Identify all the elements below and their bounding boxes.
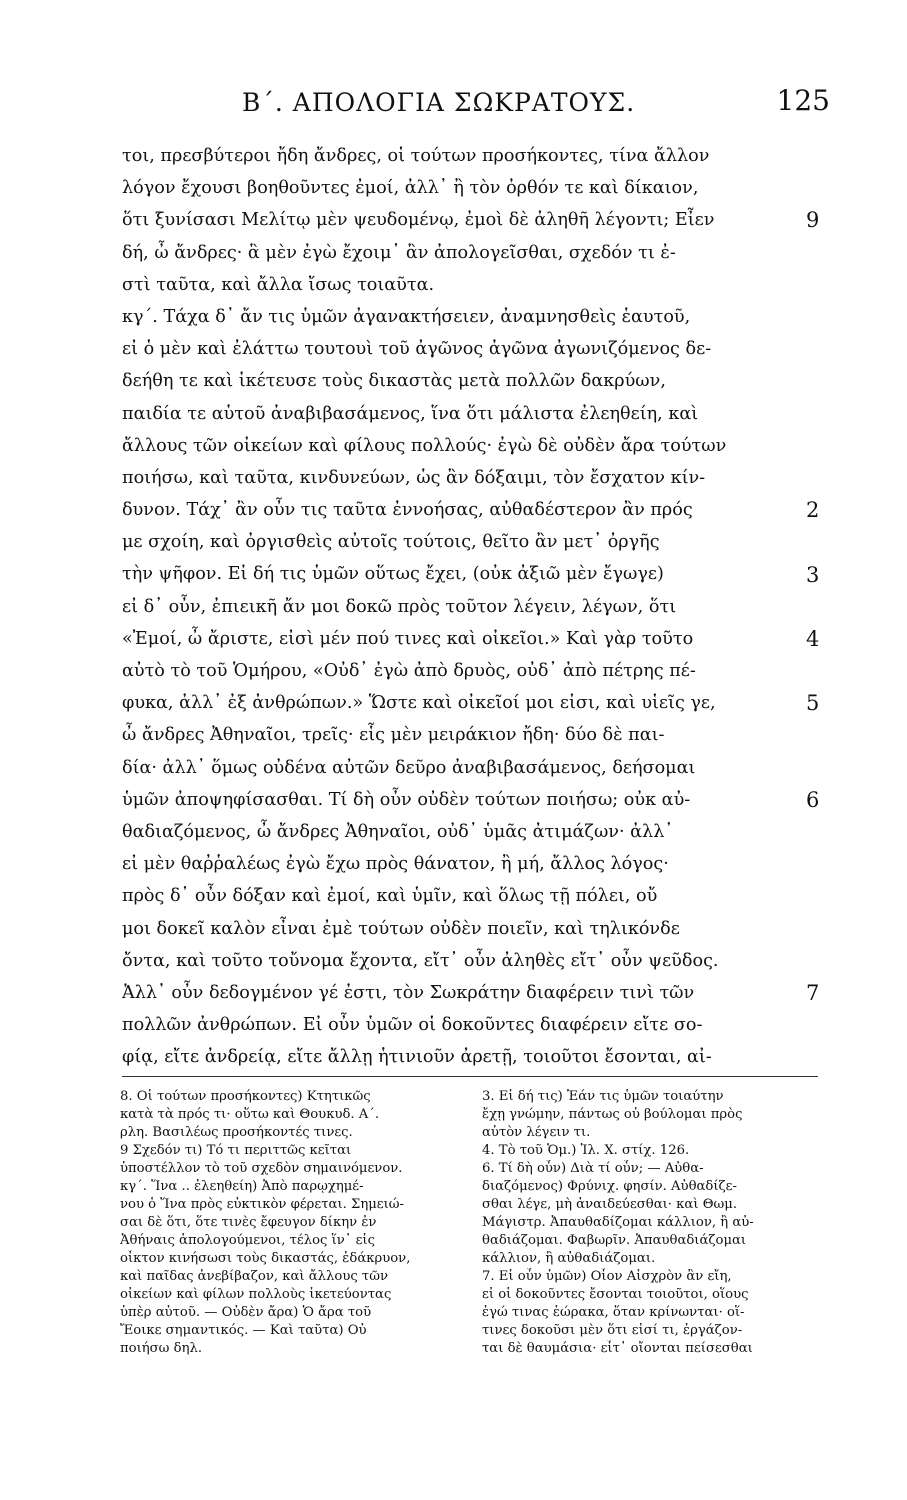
text-line: δή, ὦ ἄνδρες· ἃ μὲν ἐγὼ ἔχοιμ᾽ ἂν ἀπολογεῖσθαι, σχεδόν τι ἐ-: [122, 242, 676, 263]
section-number: 2: [806, 498, 820, 523]
footnote-line: ἔχῃ γνώμην, πάντως οὐ βούλομαι πρὸς: [482, 1107, 743, 1122]
footnote-line: καὶ παῖδας ἀνεβίβαζον, καὶ ἄλλους τῶν: [120, 1269, 388, 1284]
text-line: δεήθη τε καὶ ἱκέτευσε τοὺς δικαστὰς μετὰ πολλῶν δακρύων,: [122, 371, 666, 392]
footnote-line: οἶκτον κινήσωσι τοὺς δικαστάς, ἐδάκρυον,: [120, 1251, 411, 1266]
footnote-line: Ἀθήναις ἀπολογούμενοι, τέλος ἵν᾽ εἰς: [120, 1233, 375, 1248]
footnote-line: αὐτὸν λέγειν τι.: [482, 1125, 591, 1140]
section-number: 7: [806, 981, 820, 1006]
page-header: [122, 84, 834, 128]
main-text: [122, 140, 800, 1073]
text-line: τοι, πρεσβύτεροι ἤδη ἄνδρες, οἱ τούτων προσήκοντες, τίνα ἄλλον: [122, 146, 710, 166]
running-head: Β΄. ΑΠΟΛΟΓΙΑ ΣΩΚΡΑΤΟΥΣ.: [242, 88, 636, 117]
text-line: ἄλλους τῶν οἰκείων καὶ φίλους πολλούς· ἐγὼ δὲ οὐδὲν ἄρα τούτων: [122, 435, 727, 456]
text-line: στὶ ταῦτα, καὶ ἄλλα ἴσως τοιαῦτα.: [122, 274, 435, 295]
footnote-line: 4. Τὸ τοῦ Ὁμ.) Ἰλ. Χ. στίχ. 126.: [482, 1143, 690, 1158]
text-line: εἰ μὲν θαῤῥαλέως ἐγὼ ἔχω πρὸς θάνατον, ἢ μή, ἄλλος λόγος·: [122, 854, 669, 875]
text-line: ὑμῶν ἀποψηφίσασθαι. Τί δὴ οὖν οὐδὲν τούτων ποιήσω; οὐκ αὐ-: [122, 789, 691, 810]
footnote-line: οἰκείων καὶ φίλων πολλοὺς ἱκετεύοντας: [120, 1287, 392, 1302]
section-number: 4: [806, 627, 820, 651]
text-line: ὄντα, καὶ τοῦτο τοὔνομα ἔχοντα, εἴτ᾽ οὖν ἀληθὲς εἴτ᾽ οὖν ψεῦδος.: [122, 950, 719, 971]
text-line: πολλῶν ἀνθρώπων. Εἰ οὖν ὑμῶν οἱ δοκοῦντες διαφέρειν εἴτε σο-: [122, 1015, 703, 1036]
text-line: με σχοίη, καὶ ὀργισθεὶς αὐτοῖς τούτοις, θεῖτο ἂν μετ᾽ ὀργῆς: [122, 532, 660, 553]
footnote-line: νου ὁ Ἵνα πρὸς εὐκτικὸν φέρεται. Σημειώ-: [120, 1197, 405, 1212]
footnote-line: σθαι λέγε, μὴ ἀναιδεύεσθαι· καὶ Θωμ.: [482, 1197, 738, 1212]
text-line: εἰ ὁ μὲν καὶ ἐλάττω τουτουὶ τοῦ ἀγῶνος ἀγῶνα ἀγωνιζόμενος δε-: [122, 339, 712, 360]
text-line: τὴν ψῆφον. Εἰ δή τις ὑμῶν οὕτως ἔχει, (οὐκ ἀξιῶ μὲν ἔγωγε): [122, 564, 664, 585]
text-line: λόγον ἔχουσι βοηθοῦντες ἐμοί, ἀλλ᾽ ἢ τὸν ὀρθόν τε καὶ δίκαιον,: [122, 178, 699, 199]
text-line: δία· ἀλλ᾽ ὅμως οὐδένα αὐτῶν δεῦρο ἀναβιβασάμενος, δεήσομαι: [122, 757, 696, 778]
footnote-rule: [122, 1076, 818, 1077]
footnote-line: σαι δὲ ὅτι, ὅτε τινὲς ἔφευγον δίκην ἐν: [120, 1215, 377, 1230]
footnotes-right-column: [482, 1088, 817, 1358]
footnote-line: ποιήσω δηλ.: [120, 1341, 203, 1356]
footnote-line: Μάγιστρ. Ἀπαυθαδίζομαι κάλλιον, ἢ αὐ-: [482, 1215, 754, 1230]
text-line: ὦ ἄνδρες Ἀθηναῖοι, τρεῖς· εἷς μὲν μειράκιον ἤδη· δύο δὲ παι-: [122, 725, 665, 746]
text-line: δυνον. Τάχ᾽ ἂν οὖν τις ταῦτα ἐννοήσας, αὐθαδέστερον ἂν πρός: [122, 500, 693, 521]
footnote-line: εἰ οἱ δοκοῦντες ἔσονται τοιοῦτοι, οἵους: [482, 1287, 749, 1302]
footnote-line: 6. Τί δὴ οὖν) Διὰ τί οὖν; — Αὐθα-: [482, 1161, 704, 1176]
footnote-line: 7. Εἰ οὖν ὑμῶν) Οἷον Αἰσχρὸν ἂν εἴη,: [482, 1269, 732, 1284]
text-line: ποιήσω, καὶ ταῦτα, κινδυνεύων, ὡς ἂν δόξαιμι, τὸν ἔσχατον κίν-: [122, 467, 706, 488]
footnote-line: 8. Οἱ τούτων προσήκοντες) Κτητικῶς: [120, 1089, 371, 1104]
section-number: 3: [806, 562, 820, 587]
text-line: μοι δοκεῖ καλὸν εἶναι ἐμὲ τούτων οὐδὲν ποιεῖν, καὶ τηλικόνδε: [122, 918, 680, 939]
text-line: φυκα, ἀλλ᾽ ἐξ ἀνθρώπων.» Ὥστε καὶ οἰκεῖοί μοι εἰσι, καὶ υἱεῖς γε,: [122, 693, 716, 714]
section-number: 9: [806, 208, 820, 233]
footnote-line: ρλη. Βασιλέως προσήκοντές τινες.: [120, 1125, 353, 1140]
text-line: παιδία τε αὑτοῦ ἀναβιβασάμενος, ἵνα ὅτι μάλιστα ἐλεηθείη, καὶ: [122, 403, 699, 424]
footnote-line: ὑποστέλλον τὸ τοῦ σχεδὸν σημαινόμενον.: [120, 1161, 403, 1176]
text-line: θαδιαζόμενος, ὦ ἄνδρες Ἀθηναῖοι, οὐδ᾽ ὑμᾶς ἀτιμάζων· ἀλλ᾽: [122, 821, 674, 842]
footnote-line: τινες δοκοῦσι μὲν ὅτι εἰσί τι, ἐργάζον-: [482, 1323, 743, 1338]
text-line: ὅτι ξυνίσασι Μελίτῳ μὲν ψευδομένῳ, ἐμοὶ δὲ ἀληθῆ λέγοντι; Εἶεν: [122, 210, 715, 231]
footnote-line: 9 Σχεδόν τι) Τό τι περιττῶς κεῖται: [120, 1143, 352, 1158]
footnote-line: κατὰ τὰ πρός τι· οὕτω καὶ Θουκυδ. Α΄.: [120, 1107, 380, 1122]
text-line: Ἀλλ᾽ οὖν δεδογμένον γέ ἐστι, τὸν Σωκράτην διαφέρειν τινὶ τῶν: [122, 982, 695, 1003]
text-line: φίᾳ, εἴτε ἀνδρείᾳ, εἴτε ἄλλῃ ἡτινιοῦν ἀρετῇ, τοιοῦτοι ἔσονται, αἰ-: [122, 1047, 712, 1068]
footnote-line: κγ΄. Ἵνα .. ἐλεηθείη) Ἀπὸ παρῳχημέ-: [120, 1179, 364, 1194]
section-number: 5: [806, 691, 820, 716]
footnote-line: ται δὲ θαυμάσια· εἶτ᾽ οἴονται πείσεσθαι: [482, 1341, 753, 1356]
text-line: πρὸς δ᾽ οὖν δόξαν καὶ ἐμοί, καὶ ὑμῖν, καὶ ὅλως τῇ πόλει, οὔ: [122, 886, 658, 907]
footnote-line: διαζόμενος) Φρύνιχ. φησίν. Αὐθαδίζε-: [482, 1179, 737, 1194]
footnotes-left-column: [120, 1088, 455, 1358]
page-number: 125: [776, 84, 830, 117]
footnote-line: Ἔοικε σημαντικός. — Καὶ ταῦτα) Οὐ: [120, 1323, 367, 1338]
footnote-line: κάλλιον, ἢ αὐθαδιάζομαι.: [482, 1251, 656, 1266]
text-line: εἰ δ᾽ οὖν, ἐπιεικῆ ἄν μοι δοκῶ πρὸς τοῦτον λέγειν, λέγων, ὅτι: [122, 596, 677, 617]
text-line: αὐτὸ τὸ τοῦ Ὁμήρου, «Οὐδ᾽ ἐγὼ ἀπὸ δρυὸς, οὐδ᾽ ἀπὸ πέτρης πέ-: [122, 661, 696, 681]
section-number: 6: [806, 788, 820, 812]
text-line: «Ἐμοί, ὦ ἄριστε, εἰσὶ μέν πού τινες καὶ οἰκεῖοι.» Καὶ γὰρ τοῦτο: [122, 628, 694, 649]
footnote-line: ὑπὲρ αὐτοῦ. — Οὐδὲν ἄρα) Ὁ ἄρα τοῦ: [120, 1305, 372, 1320]
footnote-line: θαδιάζομαι. Φαβωρῖν. Ἀπαυθαδιάζομαι: [482, 1233, 747, 1248]
text-line: κγ΄. Τάχα δ᾽ ἄν τις ὑμῶν ἀγανακτήσειεν, ἀναμνησθεὶς ἑαυτοῦ,: [122, 306, 691, 327]
footnote-line: 3. Εἰ δή τις) Ἐάν τις ὑμῶν τοιαύτην: [482, 1089, 724, 1104]
footnote-line: ἐγώ τινας ἑώρακα, ὅταν κρίνωνται· οἵ-: [482, 1305, 745, 1320]
